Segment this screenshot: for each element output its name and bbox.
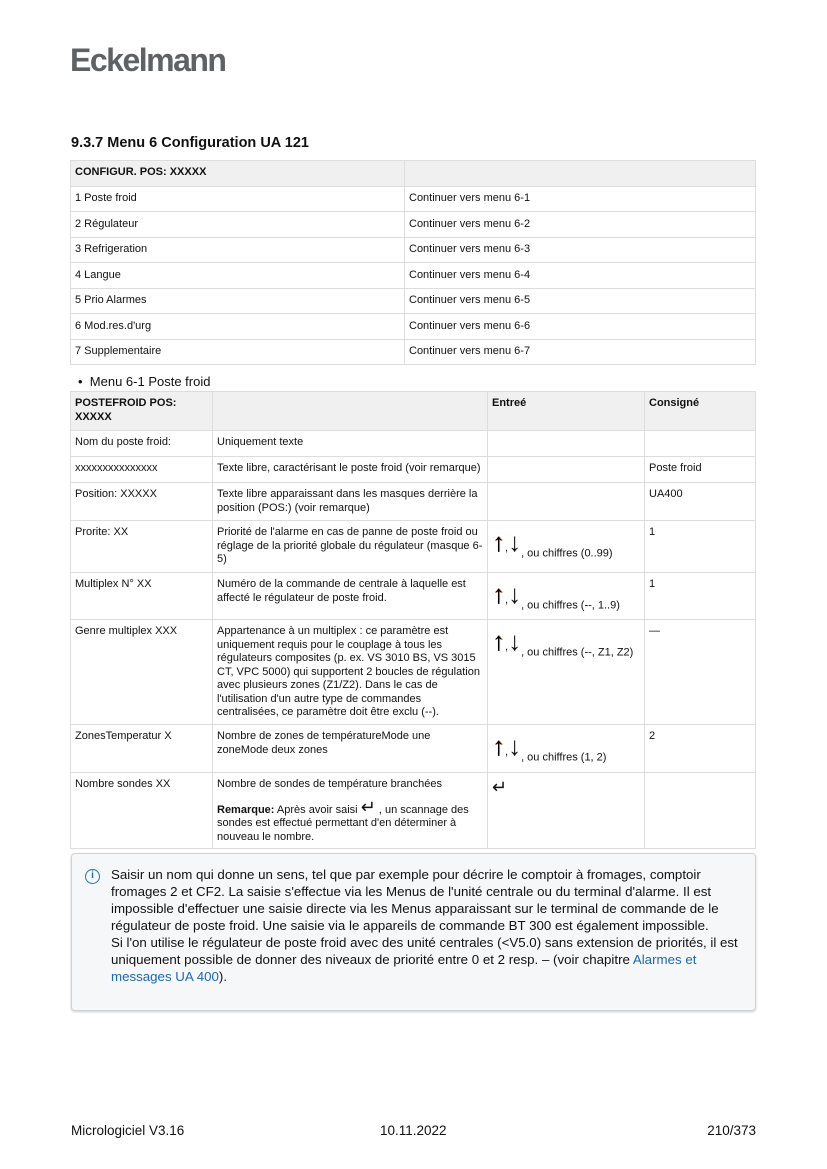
description-cell: Uniquement texte — [213, 431, 488, 457]
table-row — [71, 212, 756, 238]
input-text: , ou chiffres (0..99) — [521, 547, 613, 560]
parameter-cell: Prorite: XX — [71, 521, 213, 573]
up-down-arrows-icon: ↑,↓ — [492, 731, 522, 761]
input-cell — [488, 773, 645, 849]
parameter-cell: Multiplex N° XX — [71, 573, 213, 620]
note-text: ). — [218, 969, 228, 984]
description-cell: Priorité de l'alarme en cas de panne de poste froid ou réglage de la priorité globale du régulateur (masque 6-5) — [213, 521, 488, 573]
description-cell: Texte libre apparaissant dans les masques derrière la position (POS:) (voir remarque) — [213, 483, 488, 521]
footer-page: 210/373 — [707, 1123, 756, 1138]
enter-key-icon: ↵ — [492, 777, 508, 797]
parameter-cell: xxxxxxxxxxxxxxx — [71, 457, 213, 483]
remark-text: Après avoir saisi — [276, 803, 358, 816]
description-cell — [213, 773, 488, 849]
table-row — [71, 263, 756, 289]
input-text: , ou chiffres (--, Z1, Z2) — [521, 646, 634, 659]
table-row — [71, 186, 756, 212]
menu-item-cell: 6 Mod.res.d'urg — [71, 314, 405, 340]
table-row — [71, 339, 756, 365]
table-row — [71, 573, 756, 620]
header-cell: CONFIGUR. POS: XXXXX — [71, 161, 405, 187]
menu-item-cell: 5 Prio Alarmes — [71, 288, 405, 314]
parameter-cell: ZonesTemperatur X — [71, 725, 213, 773]
table-row — [71, 620, 756, 725]
table-row — [71, 431, 756, 457]
up-down-arrows-icon: ↑,↓ — [492, 579, 522, 609]
menu-item-cell: 4 Langue — [71, 263, 405, 289]
input-cell — [488, 620, 645, 725]
poste-froid-table — [70, 391, 756, 849]
remark-text: , un scannage des sondes est effectué permettant d'en déterminer à nouveau le nombre. — [217, 803, 469, 843]
table-row — [71, 725, 756, 773]
parameter-cell: Genre multiplex XXX — [71, 620, 213, 725]
menu-item-cell: 1 Poste froid — [71, 186, 405, 212]
table-row — [71, 457, 756, 483]
input-cell — [488, 725, 645, 773]
up-down-arrows-icon: ↑,↓ — [492, 626, 522, 656]
menu-target-cell: Continuer vers menu 6-2 — [405, 212, 756, 238]
description-text: Nombre de sondes de température branchées — [217, 778, 443, 790]
note-text: Si l'on utilise le régulateur de poste froid avec des unité centrales (<V5.0) sans extension de priorités, il est uniquement possible de donner des niveaux de priorité entre 0 et 2 resp. – (voir chapitre — [111, 935, 738, 967]
bullet-text: Menu 6-1 Poste froid — [89, 374, 211, 389]
table-row — [71, 314, 756, 340]
footer-version: Micrologiciel V3.16 — [71, 1123, 185, 1138]
menu-item-cell: 7 Supplementaire — [71, 339, 405, 365]
setpoint-cell: UA400 — [645, 483, 756, 521]
description-cell: Nombre de zones de températureMode une zoneMode deux zones — [213, 725, 488, 773]
table-row — [71, 521, 756, 573]
info-note — [71, 853, 756, 1011]
parameter-cell: Nombre sondes XX — [71, 773, 213, 849]
bullet-item: • Menu 6-1 Poste froid — [78, 374, 211, 389]
header-cell: Consigné — [645, 392, 756, 431]
setpoint-cell — [645, 773, 756, 849]
table-header-row — [71, 392, 756, 431]
input-cell — [488, 431, 645, 457]
input-text: , ou chiffres (1, 2) — [521, 751, 607, 764]
table-header-row — [71, 161, 756, 187]
table-row — [71, 288, 756, 314]
input-cell — [488, 457, 645, 483]
setpoint-cell: 2 — [645, 725, 756, 773]
enter-key-icon: ↵ — [360, 796, 376, 817]
menu-target-cell: Continuer vers menu 6-3 — [405, 237, 756, 263]
alarmes-link[interactable]: Alarmes et messages UA 400 — [111, 952, 697, 984]
description-cell: Numéro de la commande de centrale à laquelle est affecté le régulateur de poste froid. — [213, 573, 488, 620]
menu-target-cell: Continuer vers menu 6-7 — [405, 339, 756, 365]
info-icon: i — [85, 869, 100, 884]
footer-date: 10.11.2022 — [380, 1123, 447, 1138]
setpoint-cell: 1 — [645, 521, 756, 573]
table-row — [71, 483, 756, 521]
menu-target-cell: Continuer vers menu 6-4 — [405, 263, 756, 289]
up-down-arrows-icon: ↑,↓ — [492, 527, 522, 557]
description-cell: Appartenance à un multiplex : ce paramètre est uniquement requis pour le couplage à tous les régulateurs composites (p. ex. VS 3010 BS, VS 3015 CT, VPC 5000) qui supportent 2 boucles de régulation avec plusieurs zones (Z1/Z2). Dans le cas de l'utilisation d'un autre type de commandes centralisées, ce paramètre doit être exclu (--). — [213, 620, 488, 725]
table-row — [71, 773, 756, 849]
header-cell — [213, 392, 488, 431]
menu-item-cell: 3 Refrigeration — [71, 237, 405, 263]
menu-item-cell: 2 Régulateur — [71, 212, 405, 238]
section-title: 9.3.7 Menu 6 Configuration UA 121 — [71, 135, 309, 151]
setpoint-cell: — — [645, 620, 756, 725]
menu-target-cell: Continuer vers menu 6-1 — [405, 186, 756, 212]
eckelmann-logo: Eckelmann — [70, 42, 226, 78]
input-cell — [488, 521, 645, 573]
remark-label: Remarque: — [217, 803, 275, 816]
input-cell — [488, 573, 645, 620]
parameter-cell: Nom du poste froid: — [71, 431, 213, 457]
note-text: Saisir un nom qui donne un sens, tel que par exemple pour décrire le comptoir à fromages, comptoir fromages 2 et CF2. La saisie s'effectue via les Menus de l'unité centrale ou du terminal d'alarme. Il est impossible d'effectuer une saisie directe via les Menus apparaissant sur le terminal de commande de le régulateur de poste froid. Une saisie via le appareils de commande BT 300 est également impossible. — [111, 867, 719, 933]
table-row — [71, 237, 756, 263]
menu-target-cell: Continuer vers menu 6-6 — [405, 314, 756, 340]
config-menu-table — [70, 160, 756, 365]
menu-target-cell: Continuer vers menu 6-5 — [405, 288, 756, 314]
header-cell — [405, 161, 756, 187]
parameter-cell: Position: XXXXX — [71, 483, 213, 521]
description-cell: Texte libre, caractérisant le poste froid (voir remarque) — [213, 457, 488, 483]
header-cell: POSTEFROID POS: XXXXX — [71, 392, 213, 431]
setpoint-cell — [645, 431, 756, 457]
input-text: , ou chiffres (--, 1..9) — [521, 599, 620, 612]
input-cell — [488, 483, 645, 521]
header-cell: Entreé — [488, 392, 645, 431]
setpoint-cell: Poste froid — [645, 457, 756, 483]
setpoint-cell: 1 — [645, 573, 756, 620]
